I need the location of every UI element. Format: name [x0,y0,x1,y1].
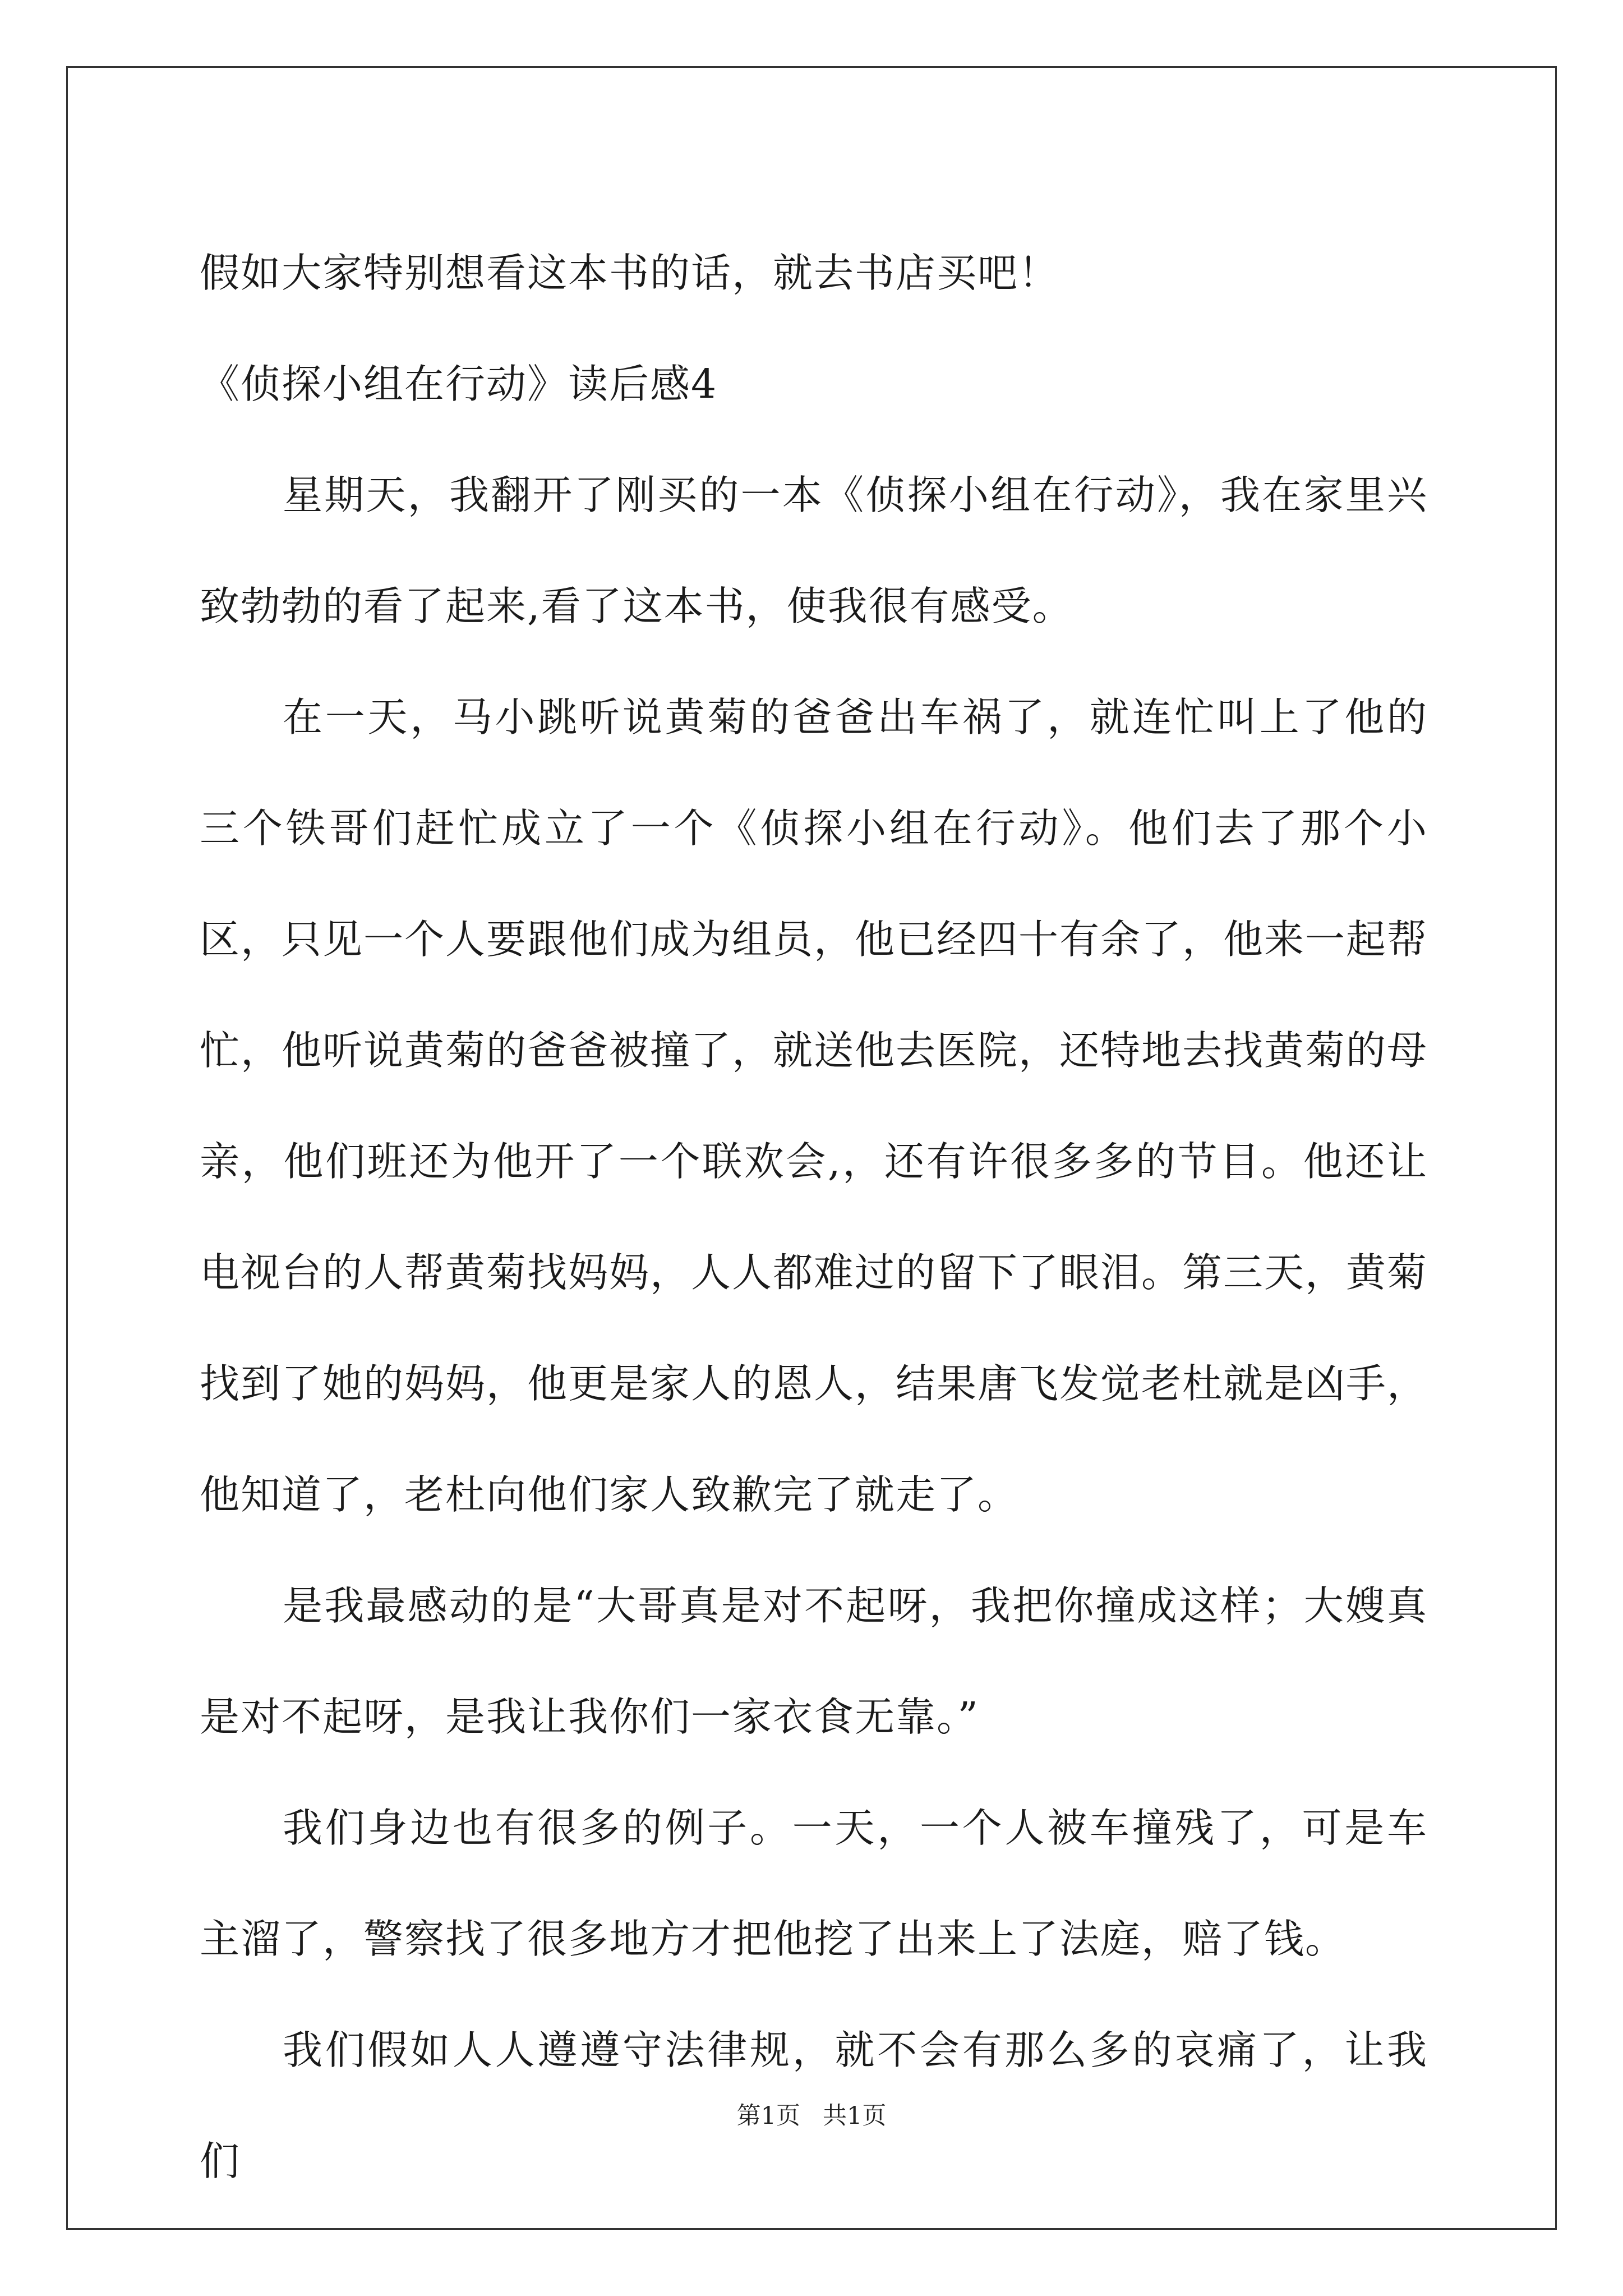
paragraph: 假如大家特别想看这本书的话，就去书店买吧！ [200,250,1060,296]
section-title: 《侦探小组在行动》读后感4 [200,361,718,407]
paragraph: 在一天，马小跳听说黄菊的爸爸出车祸了，就连忙叫上了他的三个铁哥们赶忙成立了一个《侦探小组在行动》。他们去了那个小区，只见一个人要跟他们成为组员，他已经四十有余了，他来一起帮忙，他听说黄菊的爸爸被撞了，就送他去医院，还特地去找黄菊的母亲，他们班还为他开了一个联欢会,，还有许很多多的节目。他还让电视台的人帮黄菊找妈妈，人人都难过的留下了眼泪。第三天，黄菊找到了她的妈妈，他更是家人的恩人，结果唐飞发觉老杜就是凶手，他知道了，老杜向他们家人致歉完了就走了。 [200,694,1428,1518]
paragraph: 是我最感动的是“大哥真是对不起呀，我把你撞成这样；大嫂真是对不起呀，是我让我你们一家衣食无靠。” [200,1582,1428,1740]
paragraph: 我们身边也有很多的例子。一天，一个人被车撞残了，可是车主溜了，警察找了很多地方才把他挖了出来上了法庭，赔了钱。 [200,1805,1428,1962]
page-number: 第1页 [736,2102,800,2130]
document-body [200,218,1428,2217]
paragraph: 我们假如人人遵遵守法律规，就不会有那么多的哀痛了，让我们 [200,2027,1428,2184]
paragraph: 星期天，我翻开了刚买的一本《侦探小组在行动》，我在家里兴致勃勃的看了起来,看了这本书，使我很有感受。 [200,472,1428,629]
page-footer [0,2099,1623,2133]
page-total: 共1页 [823,2102,887,2130]
